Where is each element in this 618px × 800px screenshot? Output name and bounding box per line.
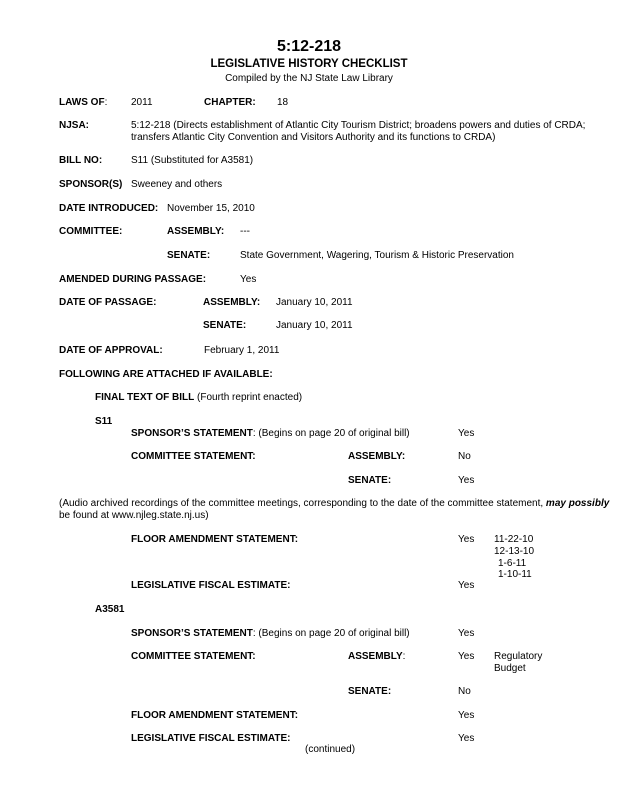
date-of-passage-label: DATE OF PASSAGE: xyxy=(59,297,157,308)
date-of-approval-label: DATE OF APPROVAL: xyxy=(59,345,163,356)
date-introduced-value: November 15, 2010 xyxy=(167,203,255,214)
s11-heading: S11 xyxy=(95,416,113,427)
passage-assembly-value: January 10, 2011 xyxy=(276,297,353,308)
a3581-fiscal-estimate-label: LEGISLATIVE FISCAL ESTIMATE: xyxy=(131,733,291,744)
committee-assembly-value: --- xyxy=(240,226,250,237)
amended-value: Yes xyxy=(240,274,257,285)
audio-note-line-1: (Audio archived recordings of the committee meetings, corresponding to the date of the committee statement, may possibly xyxy=(59,498,610,509)
s11-fiscal-estimate-label: LEGISLATIVE FISCAL ESTIMATE: xyxy=(131,580,291,591)
final-text-of-bill: FINAL TEXT OF BILL (Fourth reprint enacted) xyxy=(95,392,303,403)
s11-committee-senate-value: Yes xyxy=(458,475,475,486)
page-title: LEGISLATIVE HISTORY CHECKLIST xyxy=(210,58,408,70)
a3581-committee-note: Regulatory xyxy=(494,651,543,662)
a3581-sponsor-statement: SPONSOR’S STATEMENT: (Begins on page 20 of original bill) xyxy=(131,628,410,639)
a3581-committee-statement-label: COMMITTEE STATEMENT: xyxy=(131,651,256,662)
bill-no-label: BILL NO: xyxy=(59,155,103,166)
s11-floor-date: 11-22-10 xyxy=(494,534,534,545)
a3581-heading: A3581 xyxy=(95,604,125,615)
s11-committee-assembly-label: ASSEMBLY: xyxy=(348,451,406,462)
s11-floor-date: 1-6-11 xyxy=(498,558,527,569)
continued-note: (continued) xyxy=(305,744,356,755)
a3581-floor-amendment-value: Yes xyxy=(458,710,475,721)
law-number-title: 5:12-218 xyxy=(276,38,342,55)
s11-floor-date: 12-13-10 xyxy=(494,546,535,557)
laws-of-label: LAWS OF: xyxy=(59,97,108,108)
date-introduced-label: DATE INTRODUCED: xyxy=(59,203,159,214)
a3581-committee-senate-value: No xyxy=(458,686,471,697)
a3581-floor-amendment-label: FLOOR AMENDMENT STATEMENT: xyxy=(131,710,299,721)
s11-sponsor-statement: SPONSOR’S STATEMENT: (Begins on page 20 of original bill) xyxy=(131,428,410,439)
chapter-label: CHAPTER: xyxy=(204,97,256,108)
a3581-committee-assembly-value: Yes xyxy=(458,651,475,662)
committee-senate-label: SENATE: xyxy=(167,250,211,261)
attachments-heading: FOLLOWING ARE ATTACHED IF AVAILABLE: xyxy=(59,369,273,380)
a3581-committee-note: Budget xyxy=(494,663,526,674)
s11-floor-amendment-label: FLOOR AMENDMENT STATEMENT: xyxy=(131,534,299,545)
s11-sponsor-statement-value: Yes xyxy=(458,428,475,439)
laws-of-value: 2011 xyxy=(131,97,153,108)
sponsor-value: Sweeney and others xyxy=(131,179,223,190)
a3581-sponsor-statement-value: Yes xyxy=(458,628,475,639)
s11-committee-statement-label: COMMITTEE STATEMENT: xyxy=(131,451,256,462)
s11-committee-senate-label: SENATE: xyxy=(348,475,392,486)
sponsor-label: SPONSOR(S) xyxy=(59,179,123,190)
s11-fiscal-estimate-value: Yes xyxy=(458,580,475,591)
passage-senate-label: SENATE: xyxy=(203,320,247,331)
njsa-label: NJSA: xyxy=(59,120,90,131)
committee-label: COMMITTEE: xyxy=(59,226,123,237)
njsa-line-1: 5:12-218 (Directs establishment of Atlantic City Tourism District; broadens powers and duties of CRDA; xyxy=(131,120,586,131)
page-subtitle: Compiled by the NJ State Law Library xyxy=(225,73,393,84)
a3581-fiscal-estimate-value: Yes xyxy=(458,733,475,744)
a3581-committee-senate-label: SENATE: xyxy=(348,686,392,697)
committee-senate-value: State Government, Wagering, Tourism & Historic Preservation xyxy=(240,250,514,261)
chapter-value: 18 xyxy=(277,97,289,108)
audio-note-line-2: be found at www.njleg.state.nj.us) xyxy=(59,510,209,521)
amended-label: AMENDED DURING PASSAGE: xyxy=(59,274,207,285)
bill-no-value: S11 (Substituted for A3581) xyxy=(131,155,254,166)
s11-committee-assembly-value: No xyxy=(458,451,471,462)
date-of-approval-value: February 1, 2011 xyxy=(204,345,280,356)
committee-assembly-label: ASSEMBLY: xyxy=(167,226,225,237)
a3581-committee-assembly-label: ASSEMBLY: xyxy=(348,651,406,662)
passage-assembly-label: ASSEMBLY: xyxy=(203,297,261,308)
passage-senate-value: January 10, 2011 xyxy=(276,320,353,331)
njsa-line-2: transfers Atlantic City Convention and Visitors Authority and its functions to CRDA) xyxy=(131,132,496,143)
s11-floor-date: 1-10-11 xyxy=(498,569,532,580)
s11-floor-amendment-value: Yes xyxy=(458,534,475,545)
